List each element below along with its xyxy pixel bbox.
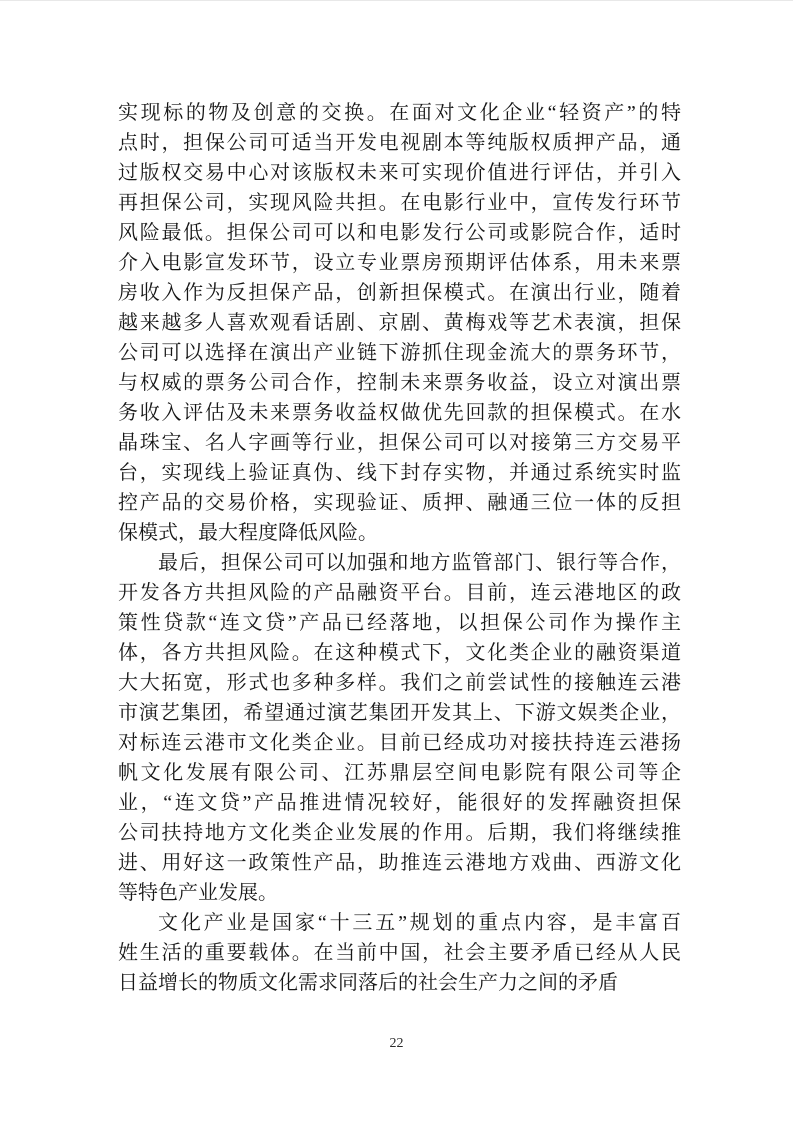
text-line: 体，各方共担风险。在这种模式下，文化类企业的融资渠道: [118, 642, 681, 664]
paragraph: [118, 548, 681, 908]
text-line: 日益增长的物质文化需求同落后的社会生产力之间的矛盾: [118, 972, 618, 994]
text-line: 风险最低。担保公司可以和电影发行公司或影院合作，适时: [118, 222, 681, 244]
text-line: 与权威的票务公司合作，控制未来票务收益，设立对演出票: [118, 372, 681, 394]
text-line: 控产品的交易价格，实现验证、质押、融通三位一体的反担: [118, 492, 681, 514]
text-line: 帆文化发展有限公司、江苏鼎层空间电影院有限公司等企: [118, 762, 681, 784]
text-line: 文化产业是国家“十三五”规划的重点内容，是丰富百: [158, 912, 681, 934]
text-line: 点时，担保公司可适当开发电视剧本等纯版权质押产品，通: [118, 132, 681, 154]
text-line: 介入电影宣发环节，设立专业票房预期评估体系，用未来票: [118, 252, 681, 274]
text-line: 等特色产业发展。: [118, 882, 278, 904]
text-line: 策性贷款“连文贷”产品已经落地，以担保公司作为操作主: [118, 612, 681, 634]
page-number: 22: [389, 1036, 404, 1051]
document-body: [118, 98, 681, 998]
text-line: 进、用好这一政策性产品，助推连云港地方戏曲、西游文化: [118, 852, 681, 874]
text-line: 对标连云港市文化类企业。目前已经成功对接扶持连云港扬: [118, 732, 681, 754]
text-line: 再担保公司，实现风险共担。在电影行业中，宣传发行环节: [118, 192, 681, 214]
paragraph: [118, 98, 681, 548]
text-line: 公司可以选择在演出产业链下游抓住现金流大的票务环节，: [118, 342, 681, 364]
text-line: 实现标的物及创意的交换。在面对文化企业“轻资产”的特: [118, 102, 681, 124]
text-line: 姓生活的重要载体。在当前中国，社会主要矛盾已经从人民: [118, 942, 681, 964]
text-line: 业，“连文贷”产品推进情况较好，能很好的发挥融资担保: [118, 792, 681, 814]
text-line: 台，实现线上验证真伪、线下封存实物，并通过系统实时监: [118, 462, 681, 484]
text-line: 市演艺集团，希望通过演艺集团开发其上、下游文娱类企业，: [118, 702, 681, 724]
text-line: 务收入评估及未来票务收益权做优先回款的担保模式。在水: [118, 402, 681, 424]
text-line: 过版权交易中心对该版权未来可实现价值进行评估，并引入: [118, 162, 681, 184]
paragraph: [118, 908, 681, 998]
text-line: 晶珠宝、名人字画等行业，担保公司可以对接第三方交易平: [118, 432, 681, 454]
text-line: 大大拓宽，形式也多种多样。我们之前尝试性的接触连云港: [118, 672, 681, 694]
text-line: 房收入作为反担保产品，创新担保模式。在演出行业，随着: [118, 282, 681, 304]
text-line: 越来越多人喜欢观看话剧、京剧、黄梅戏等艺术表演，担保: [118, 312, 681, 334]
text-line: 保模式，最大程度降低风险。: [118, 522, 378, 544]
text-line: 最后，担保公司可以加强和地方监管部门、银行等合作，: [158, 552, 681, 574]
text-line: 开发各方共担风险的产品融资平台。目前，连云港地区的政: [118, 582, 681, 604]
text-line: 公司扶持地方文化类企业发展的作用。后期，我们将继续推: [118, 822, 681, 844]
